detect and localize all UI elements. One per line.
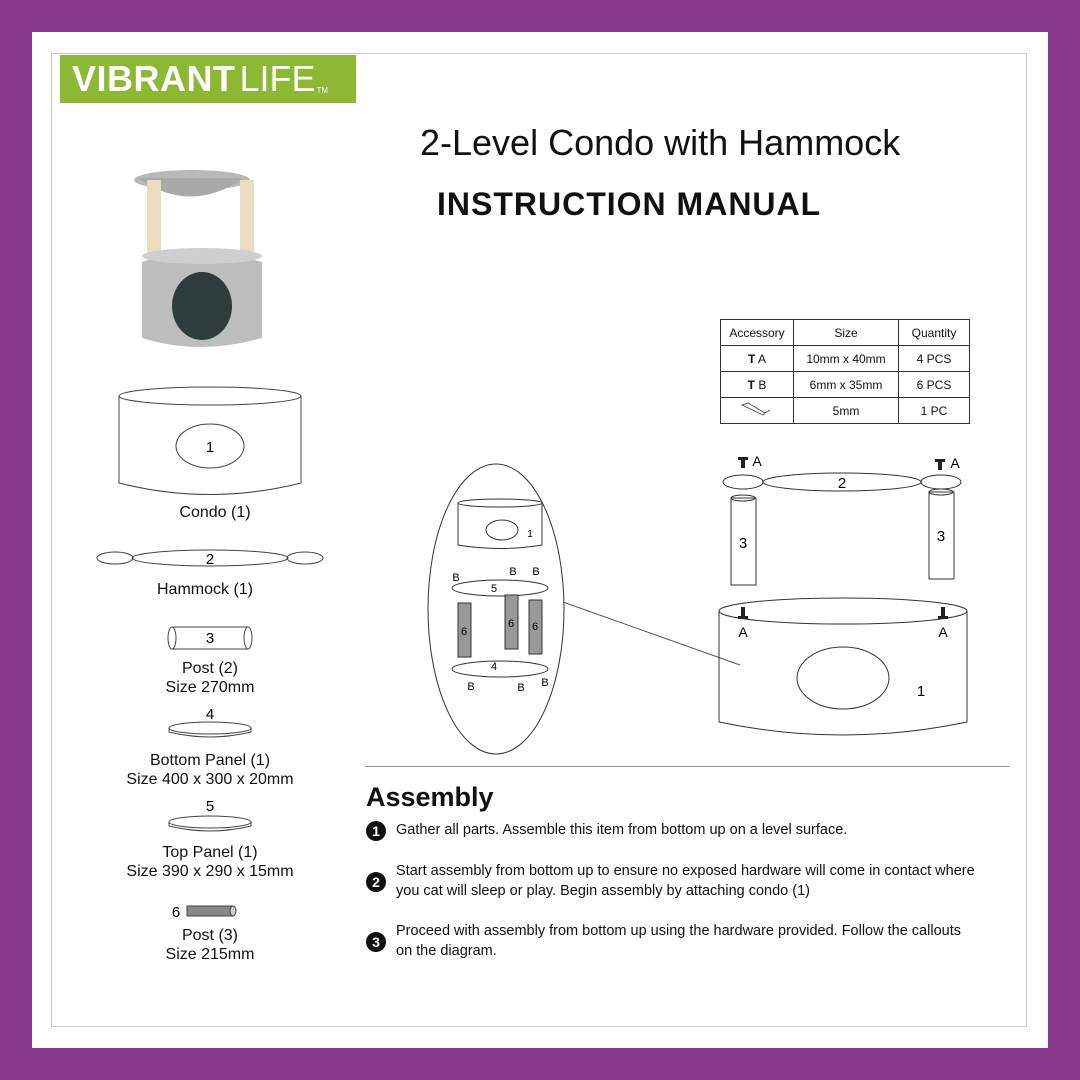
detail-b-label-5: B bbox=[517, 682, 525, 694]
part-5-label: Top Panel (1) bbox=[162, 844, 258, 861]
main-condo-number: 1 bbox=[916, 683, 926, 700]
main-assembly-diagram bbox=[719, 473, 967, 735]
step-number: 2 bbox=[366, 872, 386, 892]
accessory-code: B bbox=[758, 377, 767, 392]
main-a-label-2: A bbox=[950, 455, 960, 471]
assembly-step-1 bbox=[366, 820, 986, 841]
step-number: 3 bbox=[366, 932, 386, 952]
detail-top-panel-number: 5 bbox=[490, 583, 498, 595]
part-5-number: 5 bbox=[205, 798, 215, 815]
screw-icon: T bbox=[747, 377, 755, 392]
header-size: Size bbox=[794, 320, 899, 346]
part-2-label: Hammock (1) bbox=[156, 581, 253, 598]
detail-post-number-3: 6 bbox=[531, 621, 539, 633]
detail-b-label-2: B bbox=[509, 566, 517, 578]
detail-callout bbox=[428, 464, 740, 754]
part-2-number: 2 bbox=[205, 551, 215, 568]
step-text: Gather all parts. Assemble this item from bottom up on a level surface. bbox=[396, 822, 848, 838]
brand-tm: TM bbox=[316, 86, 329, 95]
part-6-number: 6 bbox=[171, 904, 181, 921]
step-number: 1 bbox=[366, 821, 386, 841]
table-row bbox=[721, 398, 970, 424]
allen-wrench-icon bbox=[739, 401, 775, 417]
main-hammock-number: 2 bbox=[837, 475, 847, 492]
part-1-number: 1 bbox=[205, 439, 215, 456]
assembly-step-2 bbox=[366, 861, 976, 901]
quantity-cell: 6 PCS bbox=[899, 372, 970, 398]
header-quantity: Quantity bbox=[899, 320, 970, 346]
part-4-label: Bottom Panel (1) bbox=[149, 752, 271, 769]
detail-bottom-panel-number: 4 bbox=[490, 661, 498, 673]
accessory-table bbox=[720, 319, 970, 424]
part-3-label: Post (2) bbox=[181, 660, 238, 677]
detail-b-label-1: B bbox=[452, 572, 460, 584]
main-a-label-3: A bbox=[738, 624, 748, 640]
product-title: 2-Level Condo with Hammock bbox=[420, 122, 901, 163]
detail-condo-number: 1 bbox=[527, 529, 533, 540]
part-6-size: Size 215mm bbox=[165, 946, 255, 963]
detail-b-label-6: B bbox=[541, 677, 549, 689]
table-row bbox=[721, 372, 970, 398]
accessory-table-header bbox=[721, 320, 970, 346]
part-6-label: Post (3) bbox=[181, 927, 238, 944]
accessory-cell bbox=[721, 398, 794, 424]
quantity-cell: 4 PCS bbox=[899, 346, 970, 372]
accessory-cell bbox=[721, 372, 794, 398]
main-a-label-4: A bbox=[938, 624, 948, 640]
assembly-title: Assembly bbox=[366, 782, 494, 812]
detail-post-number-1: 6 bbox=[460, 626, 468, 638]
section-divider bbox=[365, 766, 1010, 767]
main-post-number-left: 3 bbox=[738, 535, 748, 552]
step-text: Start assembly from bottom up to ensure no exposed hardware will come in contact where you cat will sleep or play. Begin assembly by attaching condo (1) bbox=[396, 863, 975, 899]
detail-b-label-3: B bbox=[532, 566, 540, 578]
accessory-cell bbox=[721, 346, 794, 372]
product-photo bbox=[134, 170, 262, 347]
detail-b-label-4: B bbox=[467, 681, 475, 693]
part-small-post-drawing bbox=[187, 906, 236, 916]
part-4-size: Size 400 x 300 x 20mm bbox=[126, 771, 294, 788]
detail-post-number-2: 6 bbox=[507, 618, 515, 630]
main-post-number-right: 3 bbox=[936, 528, 946, 545]
accessory-code: A bbox=[758, 351, 767, 366]
brand-light: LIFE bbox=[239, 58, 316, 99]
part-3-size: Size 270mm bbox=[165, 679, 255, 696]
part-1-label: Condo (1) bbox=[179, 504, 251, 521]
quantity-cell: 1 PC bbox=[899, 398, 970, 424]
table-row bbox=[721, 346, 970, 372]
size-cell: 6mm x 35mm bbox=[794, 372, 899, 398]
manual-title: INSTRUCTION MANUAL bbox=[437, 186, 822, 222]
screw-icon: T bbox=[747, 351, 756, 366]
main-a-label-1: A bbox=[752, 453, 762, 469]
brand-bold: VIBRANT bbox=[72, 58, 236, 99]
part-3-number: 3 bbox=[205, 630, 215, 647]
step-text: Proceed with assembly from bottom up using the hardware provided. Follow the callouts on the diagram. bbox=[396, 923, 961, 959]
header-accessory: Accessory bbox=[721, 320, 794, 346]
assembly-step-3 bbox=[366, 921, 976, 961]
part-4-number: 4 bbox=[205, 706, 215, 723]
size-cell: 5mm bbox=[794, 398, 899, 424]
part-5-size: Size 390 x 290 x 15mm bbox=[126, 863, 294, 880]
part-top-panel-drawing bbox=[169, 816, 251, 831]
part-bottom-panel-drawing bbox=[169, 722, 251, 737]
size-cell: 10mm x 40mm bbox=[794, 346, 899, 372]
